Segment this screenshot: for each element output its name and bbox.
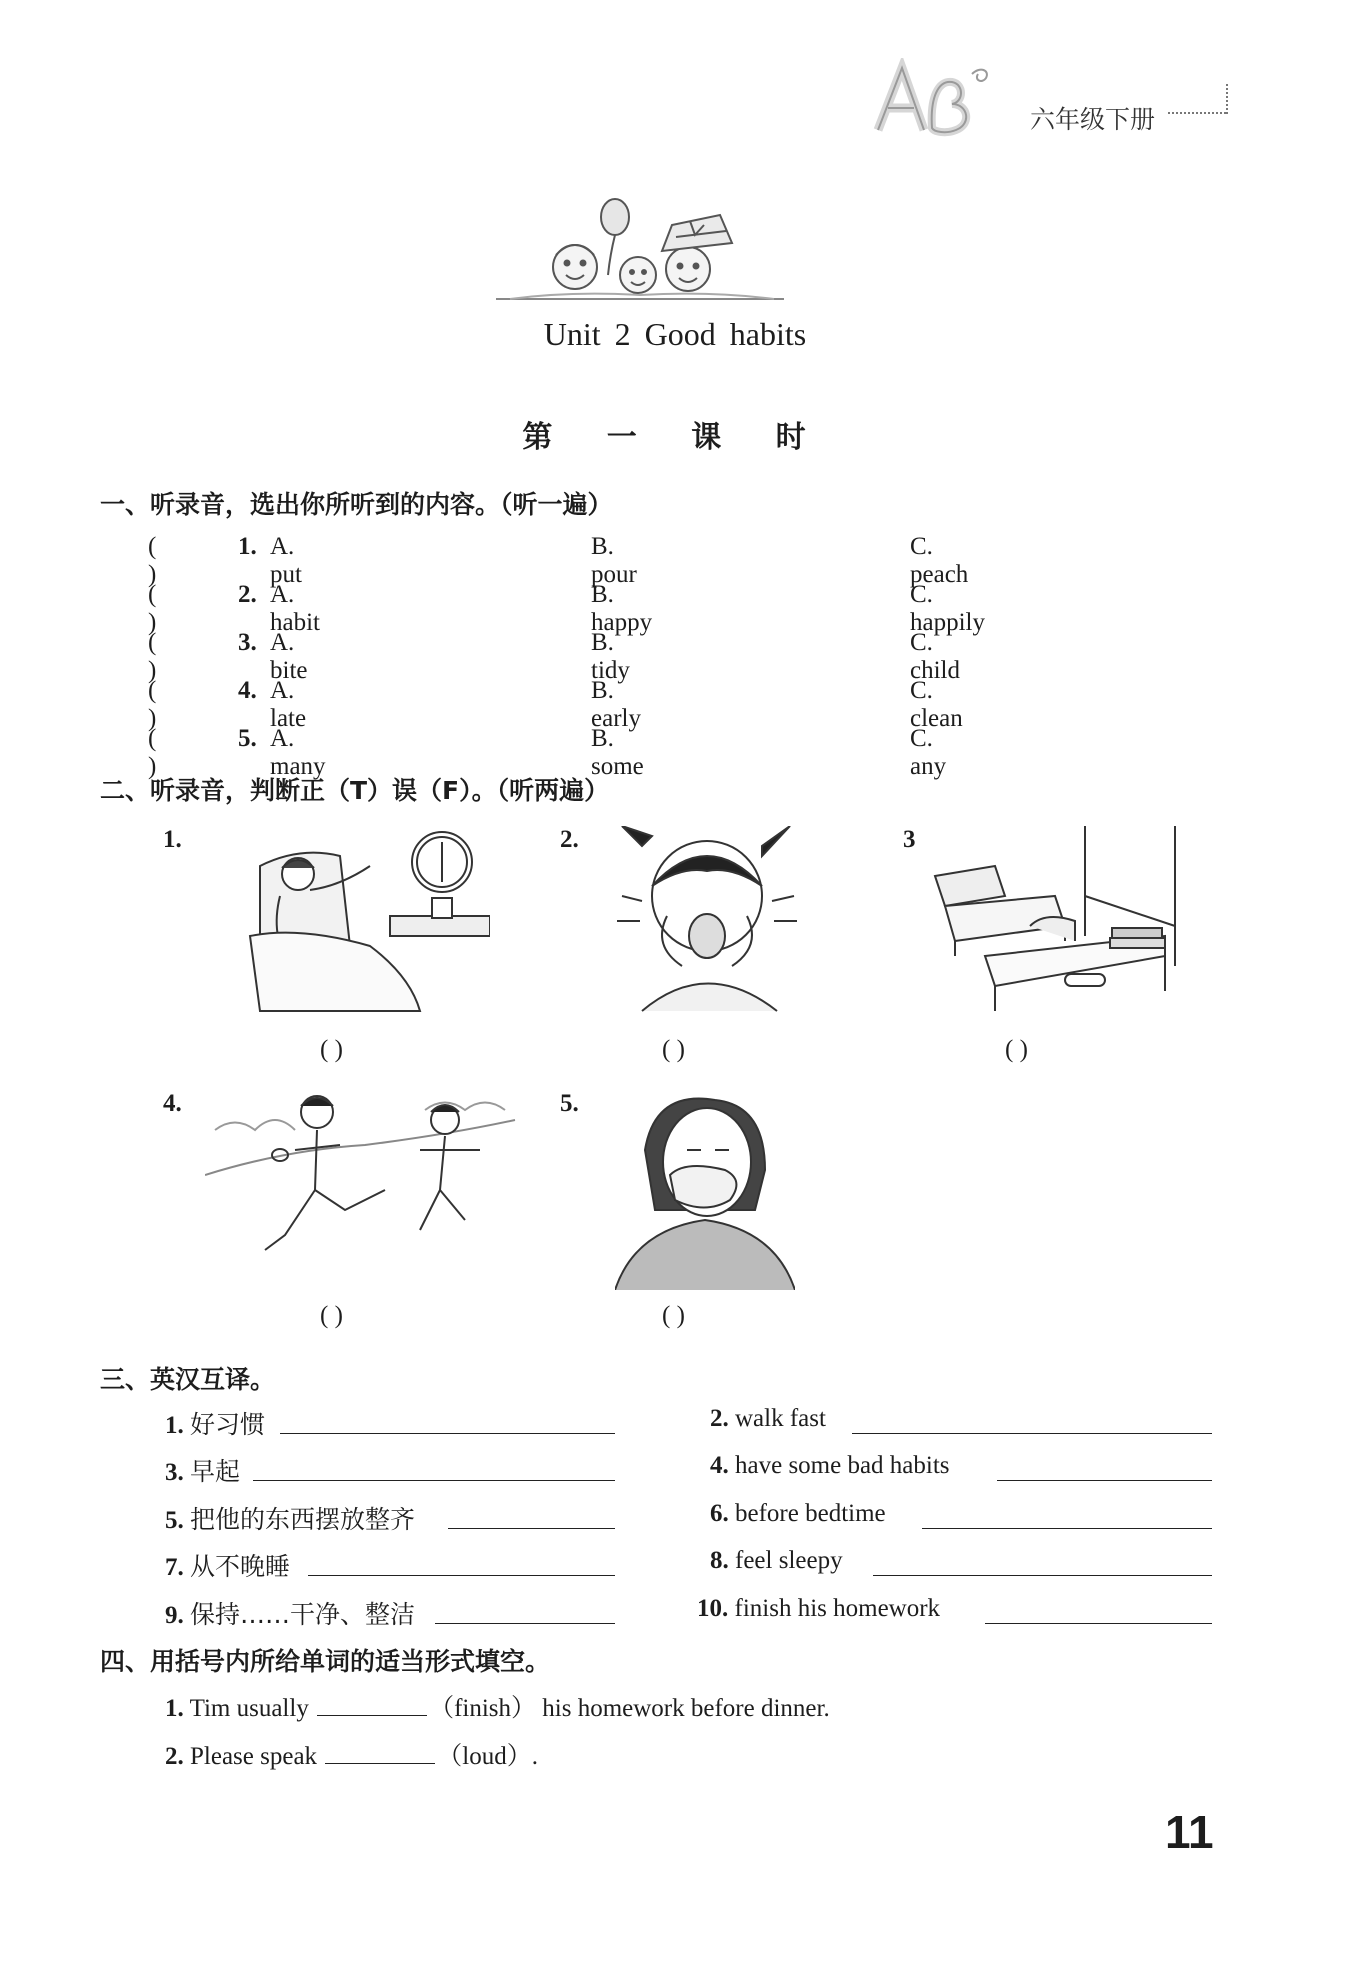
item-number: 10. (697, 1595, 729, 1622)
translation-item (165, 1405, 615, 1445)
section1-heading: 一、听录音，选出你所听到的内容。（听一遍） (100, 490, 613, 519)
sentence-start: Please speak (190, 1743, 318, 1770)
option-a: A. many (270, 725, 326, 780)
item-text: 从不晚睡 (190, 1552, 291, 1581)
item-text: feel sleepy (735, 1547, 843, 1574)
answer-blank[interactable]: ( ) (148, 629, 157, 684)
answer-blank[interactable]: ( ) (320, 1036, 343, 1063)
option-c: C. happily (910, 581, 985, 636)
translation-item (165, 1452, 615, 1492)
picture-number: 2. (560, 826, 579, 853)
option-c: C. peach (910, 533, 969, 588)
picture-number: 4. (163, 1090, 182, 1117)
item-number: 7. (165, 1554, 184, 1581)
section3-heading: 三、英汉互译。 (100, 1365, 276, 1394)
item-number: 5. (165, 1507, 184, 1534)
item-number: 4. (710, 1452, 729, 1479)
translation-item (165, 1500, 615, 1540)
answer-blank[interactable]: ( ) (1005, 1036, 1028, 1063)
section4-heading: 四、用括号内所给单词的适当形式填空。 (100, 1647, 551, 1676)
unit-title: Unit 2 Good habits (543, 316, 807, 352)
translation-item (710, 1452, 1212, 1492)
question-number: 1. (238, 533, 257, 560)
children-running-picture (205, 1090, 520, 1290)
answer-line[interactable] (873, 1575, 1212, 1576)
picture-number: 5. (560, 1090, 579, 1117)
tidy-bedroom-picture (925, 826, 1180, 1016)
fill-blank-item (165, 1688, 830, 1724)
answer-blank[interactable]: ( ) (662, 1302, 685, 1329)
option-c: C. clean (910, 677, 963, 732)
answer-blank[interactable] (317, 1693, 427, 1716)
woman-covering-mouth-picture (615, 1090, 795, 1290)
item-number: 1. (165, 1695, 184, 1722)
sentence-start: Tim usually (189, 1695, 309, 1722)
answer-blank[interactable]: ( ) (320, 1302, 343, 1329)
item-text: finish his homework (734, 1595, 941, 1622)
answer-blank[interactable]: ( ) (148, 725, 157, 780)
question-number: 2. (238, 581, 257, 608)
option-a: A. habit (270, 581, 320, 636)
item-number: 2. (165, 1743, 184, 1770)
answer-blank[interactable] (325, 1741, 435, 1764)
option-a: A. bite (270, 629, 308, 684)
boy-in-bed-clock-picture (240, 826, 490, 1016)
answer-blank[interactable]: ( ) (148, 581, 157, 636)
answer-blank[interactable]: ( ) (148, 677, 157, 732)
item-text: have some bad habits (735, 1452, 950, 1479)
picture-number: 3 (903, 826, 916, 853)
grade-label: 六年级下册 (1030, 105, 1156, 134)
item-number: 9. (165, 1602, 184, 1629)
question-number: 3. (238, 629, 257, 656)
item-text: before bedtime (735, 1500, 886, 1527)
item-number: 2. (710, 1405, 729, 1432)
answer-line[interactable] (922, 1528, 1212, 1529)
translation-item (697, 1595, 1212, 1635)
item-number: 8. (710, 1547, 729, 1574)
item-text: 把他的东西摆放整齐 (190, 1505, 416, 1534)
answer-line[interactable] (852, 1433, 1212, 1434)
header-divider (1168, 112, 1226, 114)
answer-line[interactable] (308, 1575, 615, 1576)
option-c: C. child (910, 629, 960, 684)
item-text: 早起 (190, 1457, 241, 1486)
answer-line[interactable] (253, 1480, 615, 1481)
girl-shouting-picture (612, 826, 802, 1016)
sentence-end: . (531, 1743, 538, 1770)
ab-logo-icon (868, 58, 998, 138)
option-a: A. late (270, 677, 307, 732)
sentence-end: his homework before dinner. (542, 1695, 830, 1722)
question-number: 5. (238, 725, 257, 752)
item-text: 好习惯 (190, 1410, 266, 1439)
item-number: 1. (165, 1412, 184, 1439)
lesson-title: 第 一 课 时 (522, 420, 828, 455)
translation-item (165, 1547, 615, 1587)
answer-line[interactable] (997, 1480, 1212, 1481)
option-b: B. some (591, 725, 644, 780)
item-text: 保持……干净、整洁 (190, 1600, 416, 1629)
answer-line[interactable] (985, 1623, 1212, 1624)
question-number: 4. (238, 677, 257, 704)
answer-blank[interactable]: ( ) (148, 533, 157, 588)
option-b: B. pour (591, 533, 637, 588)
answer-line[interactable] (448, 1528, 615, 1529)
section2-heading: 二、听录音，判断正（T）误（F）。（听两遍） (100, 776, 610, 805)
answer-blank[interactable]: ( ) (662, 1036, 685, 1063)
option-a: A. put (270, 533, 302, 588)
answer-line[interactable] (280, 1433, 615, 1434)
word-hint: （finish） (429, 1695, 537, 1722)
translation-item (165, 1595, 615, 1635)
item-text: walk fast (735, 1405, 826, 1432)
item-number: 3. (165, 1459, 184, 1486)
option-c: C. any (910, 725, 947, 780)
answer-line[interactable] (435, 1623, 615, 1624)
translation-item (710, 1500, 1212, 1540)
option-b: B. tidy (591, 629, 630, 684)
option-b: B. early (591, 677, 641, 732)
kids-balloon-icon (490, 195, 790, 310)
header-divider-vertical (1226, 84, 1228, 114)
translation-item (710, 1547, 1212, 1587)
item-number: 6. (710, 1500, 729, 1527)
fill-blank-item (165, 1736, 538, 1772)
picture-number: 1. (163, 826, 182, 853)
translation-item (710, 1405, 1212, 1445)
option-b: B. happy (591, 581, 653, 636)
word-hint: （loud） (437, 1743, 532, 1770)
page-number: 11 (1165, 1806, 1214, 1858)
